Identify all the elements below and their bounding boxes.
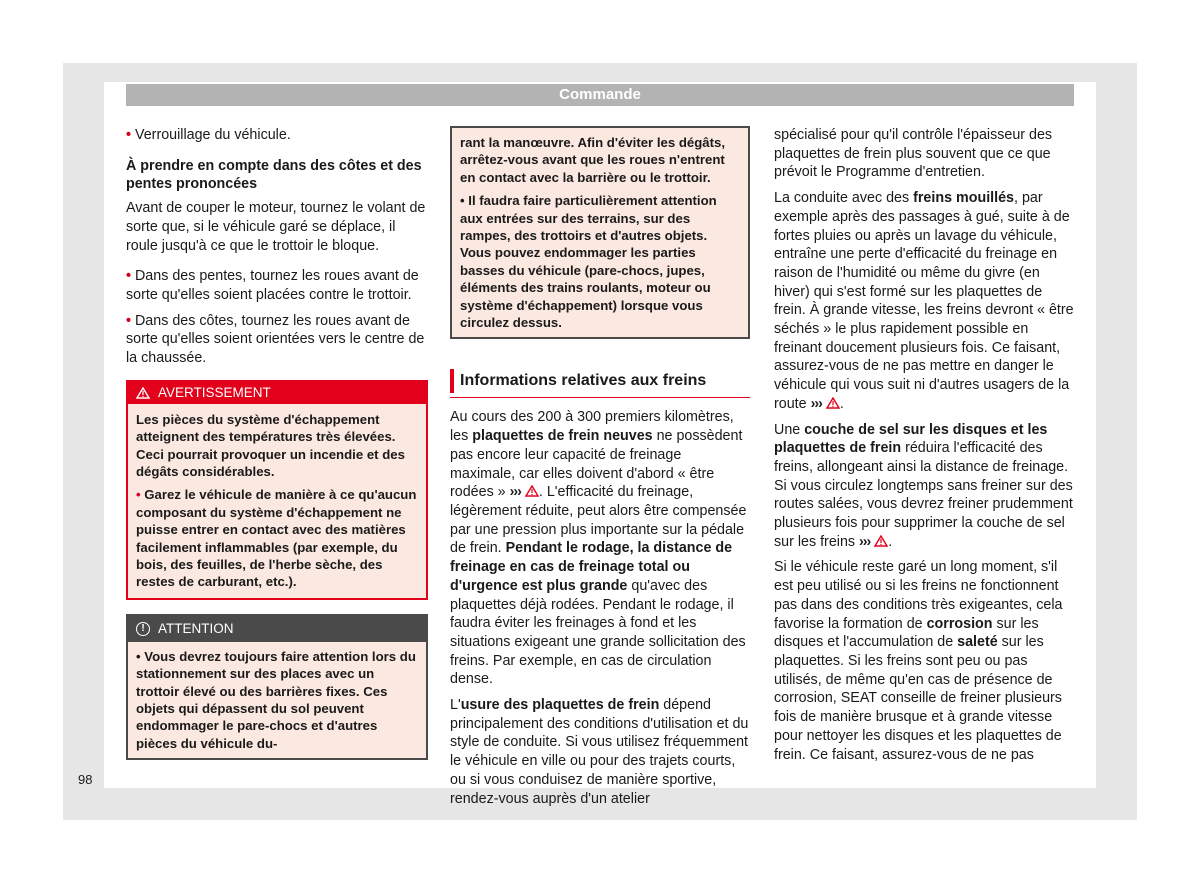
attention-continued-text-2: • Il faudra faire particulièrement attention aux entrées sur des terrains, sur des rampes, des trottoirs et d'autres objets. Vous pouvez endommager les parties basses du véhicule (pare-chocs, jupes, éléments des trains roulants, moteur ou système d'échappement) lorsque vous circulez dessus. bbox=[460, 193, 717, 331]
reference-arrows: ››› bbox=[810, 395, 822, 412]
attention-circle-icon: ! bbox=[136, 622, 150, 636]
attention-title: ATTENTION bbox=[158, 620, 234, 636]
column-right bbox=[774, 126, 1074, 771]
warning-triangle-icon bbox=[826, 397, 840, 409]
section-header: Commande bbox=[126, 84, 1074, 106]
workshop-paragraph: spécialisé pour qu'il contrôle l'épaisseur des plaquettes de frein plus souvent que ce que prévoit le Programme d'entretien. bbox=[774, 127, 1053, 181]
warning-triangle-icon bbox=[136, 387, 150, 399]
warning-triangle-icon bbox=[874, 535, 888, 547]
pad-wear-paragraph: L'usure des plaquettes de frein dépend principalement des conditions d'utilisation et du style de conduite. Si vous utilisez fréquemment le véhicule en ville ou pour des trajets courts, ou si vous conduisez de manière sportive, rendez-vous auprès d'un atelier bbox=[450, 697, 749, 807]
reference-arrows: ››› bbox=[509, 484, 521, 501]
salt-layer-paragraph: Une couche de sel sur les disques et les plaquettes de frein réduira l'efficacité des freins, allongeant ainsi la distance de freinage. Si vous circulez longtemps sans freiner sur des routes salées, vous devrez freiner prudemment plusieurs fois pour supprimer la couche de sel sur les freins ››› . bbox=[774, 421, 1073, 550]
corrosion-paragraph: Si le véhicule reste garé un long moment, s'il est peu utilisé ou si les freins ne fonctionnent pas dans des conditions très exigeantes, cela favorise la formation de corrosion sur les disques et l'accumulation de saleté sur les plaquettes. Si les freins sont peu ou pas utilisés, de même qu'en cas de présence de corrosion, SEAT conseille de freiner plusieurs fois de manière brusque et à grande vitesse pour nettoyer les disques et les plaquettes de frein. Ce faisant, assurez-vous de ne pas bbox=[774, 559, 1063, 763]
warning-text-1: Les pièces du système d'échappement atteignent des températures très élevées. Ceci pourrait provoquer un incendie et des dégâts considérables. bbox=[136, 411, 405, 479]
attention-continued-text-1: rant la manœuvre. Afin d'éviter les dégâts, arrêtez-vous avant que les roues n'entrent en contact avec la barrière ou le trottoir. bbox=[460, 135, 726, 185]
warning-triangle-icon bbox=[525, 485, 539, 497]
warning-title: AVERTISSEMENT bbox=[158, 384, 271, 400]
slope-heading: À prendre en compte dans des côtes et des pentes prononcées bbox=[126, 157, 422, 193]
attention-body: • Vous devrez toujours faire attention lors du stationnement sur des places avec un trottoir élevé ou des barrières fixes. Ces objets qui dépassent du sol peuvent endommager le pare-chocs et d'autres pièces du véhicule du- bbox=[136, 648, 416, 751]
warning-text-2: • Garez le véhicule de manière à ce qu'aucun composant du système d'échappement ne puisse entrer en contact avec des matières facilement inflammables (par exemple, du bois, des feuilles, de l'herbe sèche, des restes de carburant, etc.). bbox=[136, 486, 418, 590]
section-underline bbox=[450, 397, 750, 398]
wet-brakes-paragraph: La conduite avec des freins mouillés, par exemple après des passages à gué, suite à de fortes pluies ou après un lavage du véhicule, entraîne une perte d'efficacité du freinage en raison de l'humidité ou même du givre (en hiver) qui s'est formé sur les plaquettes de frein. À grande vitesse, les freins devront « être séchés » le plus rapidement possible en freinant doucement plusieurs fois. Ce faisant, assurez-vous de ne pas mettre en danger le véhicule qui vous suit ni d'autres usagers de la route ››› . bbox=[774, 190, 1074, 412]
brakes-section-title: Informations relatives aux freins bbox=[450, 369, 750, 393]
page-number: 98 bbox=[78, 772, 93, 787]
column-left bbox=[126, 126, 428, 760]
warning-header bbox=[128, 382, 426, 404]
attention-box bbox=[126, 614, 428, 760]
warning-box bbox=[126, 380, 428, 600]
attention-header bbox=[128, 616, 426, 642]
bullet-climbs: • Dans des côtes, tournez les roues avant de sorte qu'elles soient orientées vers le centre de la chaussée. bbox=[126, 312, 428, 368]
column-middle bbox=[450, 126, 750, 815]
slope-paragraph: Avant de couper le moteur, tournez le volant de sorte que, si le véhicule garé se déplace, il roule jusqu'à ce que le trottoir le bloque. bbox=[126, 200, 426, 254]
reference-arrows: ››› bbox=[859, 533, 871, 550]
bullet-lock: • Verrouillage du véhicule. bbox=[126, 126, 428, 145]
attention-continued-box bbox=[450, 126, 750, 339]
brake-pads-paragraph: Au cours des 200 à 300 premiers kilomètres, les plaquettes de frein neuves ne possèdent pas encore leur capacité de freinage maximale, car elles doivent d'abord « être rodées » ››› . L'efficacité du freinage, légèrement réduite, peut alors être compensée par une pression plus importante sur la pédale de frein. Pendant le rodage, la distance de freinage en cas de freinage total ou d'urgence est plus grande qu'avec des plaquettes déjà rodées. Pendant le rodage, il faudra éviter les freinages à fond et les situations exigeant une grande sollicitation des freins. Par exemple, en cas de circulation dense. bbox=[450, 409, 747, 688]
attention-text: Vous devrez toujours faire attention lors du stationnement sur des places avec un trottoir élevé ou des barrières fixes. Ces objets qui dépassent du sol peuvent endommager le pare-chocs et d'autres pièces du véhicule du- bbox=[136, 648, 416, 751]
bullet-descents: • Dans des pentes, tournez les roues avant de sorte qu'elles soient placées contre le trottoir. bbox=[126, 267, 428, 304]
warning-body bbox=[128, 404, 426, 598]
